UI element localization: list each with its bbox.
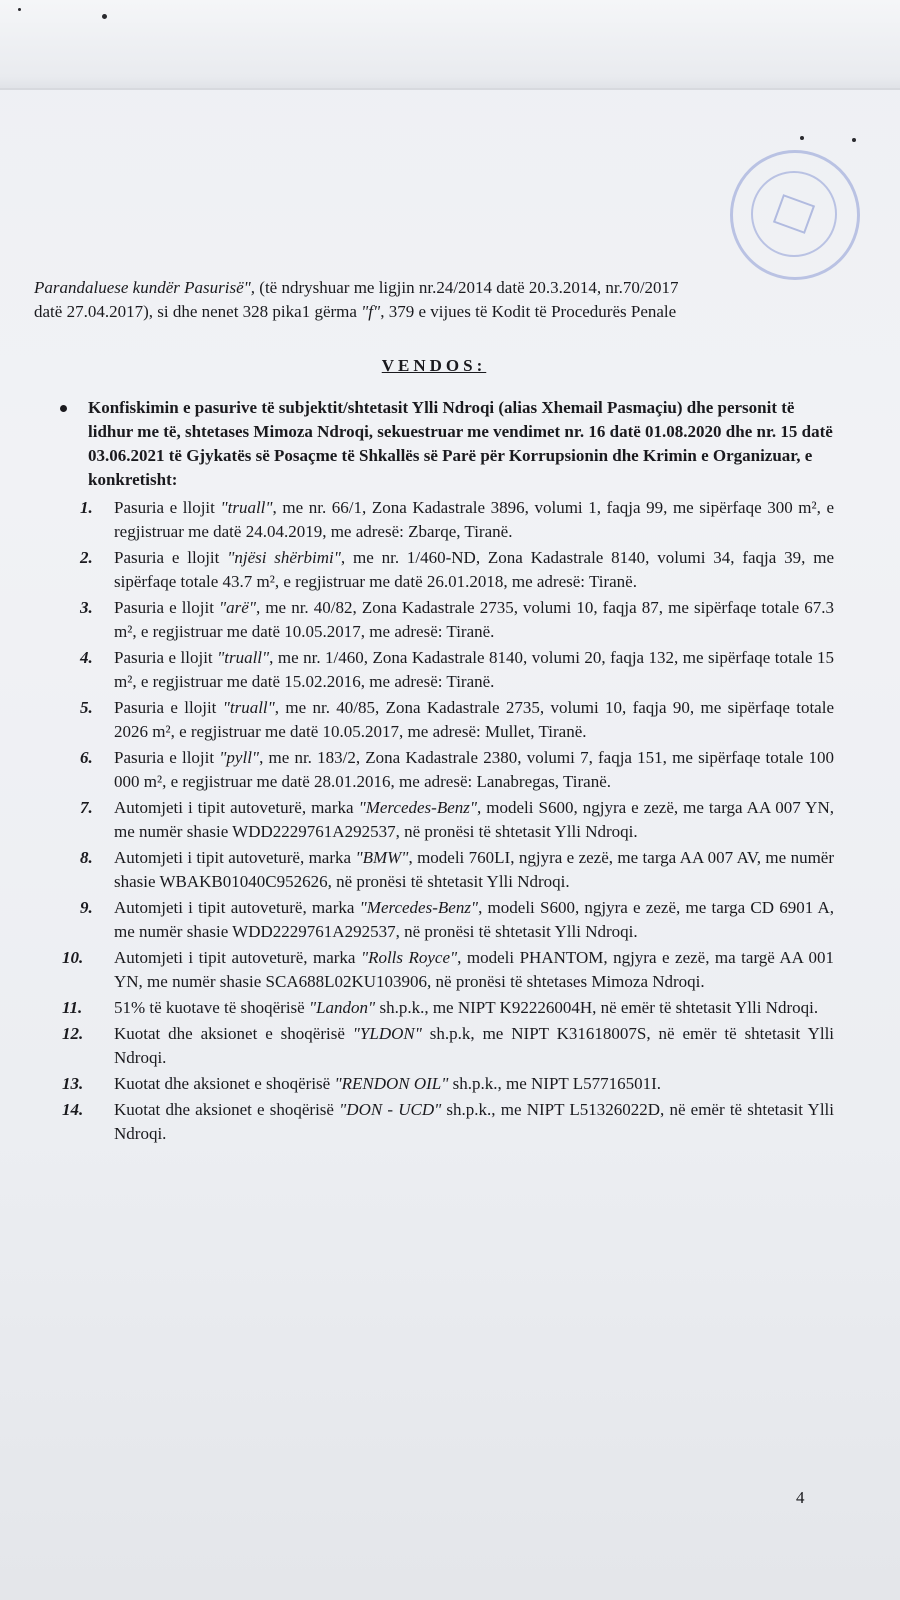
item-emphasis: "RENDON OIL" <box>334 1074 449 1093</box>
item-number: 8. <box>80 848 93 867</box>
decision-bullet <box>34 396 834 492</box>
item-emphasis: "njësi shërbimi" <box>227 548 341 567</box>
intro-text: datë 27.04.2017), si dhe nenet 328 pika1 gërma <box>34 302 362 321</box>
item-number: 3. <box>80 598 93 617</box>
list-item <box>34 796 834 844</box>
item-number: 5. <box>80 698 93 717</box>
item-text: , me nr. 40/85, Zona Kadastrale 2735, volumi 10, faqja 90, me sipërfaqe totale 2026 m², e regjistruar me datë 10.05.2017, me adresë: Mullet, Tiranë. <box>114 698 834 741</box>
item-text: Kuotat dhe aksionet e shoqërisë <box>114 1024 353 1043</box>
item-text: , me nr. 183/2, Zona Kadastrale 2380, volumi 7, faqja 151, me sipërfaqe totale 100 000 m², e regjistruar me datë 28.01.2016, me adresë: Lanabregas, Tiranë. <box>114 748 834 791</box>
item-number: 13. <box>62 1074 84 1093</box>
paper-mark <box>18 8 21 11</box>
list-item <box>34 746 834 794</box>
item-emphasis: "Mercedes-Benz" <box>358 798 478 817</box>
item-text: sh.p.k, me NIPT K31618007S, në emër të shtetasit Ylli Ndroqi. <box>114 1024 835 1067</box>
item-text: Pasuria e llojit <box>114 648 218 667</box>
item-text: sh.p.k., me NIPT L51326022D, në emër të shtetasit Ylli Ndroqi. <box>114 1100 834 1143</box>
item-text: , me nr. 1/460-ND, Zona Kadastrale 8140, volumi 34, faqja 39, me sipërfaqe totale 43.7 m², e regjistruar me datë 26.01.2018, me adresë: Tiranë. <box>114 548 834 591</box>
item-text: Kuotat dhe aksionet e shoqërisë <box>114 1100 340 1119</box>
item-text: Pasuria e llojit <box>114 698 223 717</box>
item-emphasis: "YLDON" <box>352 1024 422 1043</box>
decision-title: VENDOS: <box>381 356 487 375</box>
item-emphasis: "Rolls Royce" <box>360 948 458 967</box>
confiscation-list <box>34 496 834 1146</box>
intro-text: , 379 e vijues të Kodit të Procedurës Penale <box>380 302 677 321</box>
item-text: sh.p.k., me NIPT L57716501I. <box>448 1074 662 1093</box>
fold-line <box>0 88 900 90</box>
item-text: Automjeti i tipit autoveturë, marka <box>114 798 359 817</box>
list-item <box>34 646 834 694</box>
list-item <box>34 1098 834 1146</box>
item-emphasis: "Landon" <box>308 998 376 1017</box>
list-item <box>34 846 834 894</box>
paper-mark <box>102 14 107 19</box>
list-item <box>34 996 834 1020</box>
item-text: Automjeti i tipit autoveturë, marka <box>114 898 360 917</box>
item-text: 51% të kuotave të shoqërisë <box>114 998 309 1017</box>
list-item <box>34 696 834 744</box>
paper-fold <box>0 0 900 90</box>
item-text: Automjeti i tipit autoveturë, marka <box>114 848 356 867</box>
item-text: Pasuria e llojit <box>114 598 220 617</box>
list-item <box>34 496 834 544</box>
item-text: Automjeti i tipit autoveturë, marka <box>114 948 361 967</box>
item-emphasis: "DON - UCD" <box>339 1100 442 1119</box>
item-number: 4. <box>80 648 93 667</box>
item-text: Kuotat dhe aksionet e shoqërisë <box>114 1074 335 1093</box>
item-emphasis: "Mercedes-Benz" <box>359 898 479 917</box>
item-text: , modeli 760LI, ngjyra e zezë, me targa AA 007 AV, me numër shasie WBAKB01040C952626, në pronësi të shtetasit Ylli Ndroqi. <box>114 848 834 891</box>
list-item <box>34 1072 834 1096</box>
intro-italic: "f" <box>361 302 381 321</box>
item-emphasis: "pyll" <box>219 748 260 767</box>
list-item <box>34 896 834 944</box>
item-number: 11. <box>62 998 83 1017</box>
item-text: sh.p.k., me NIPT K92226004H, në emër të shtetasit Ylli Ndroqi. <box>375 998 819 1017</box>
item-text: , modeli S600, ngjyra e zezë, me targa AA 007 YN, me numër shasie WDD2229761A292537, në pronësi të shtetasit Ylli Ndroqi. <box>114 798 834 841</box>
intro-text: (të ndryshuar me ligjin nr.24/2014 datë 20.3.2014, nr.70/2017 <box>255 278 679 297</box>
bullet-text: Konfiskimin e pasurive të subjektit/shtetasit Ylli Ndroqi (alias Xhemail Pasmaçiu) dhe personit të lidhur me të, shtetases Mimoza Ndroqi, sekuestruar me vendimet nr. 16 datë 01.08.2020 dhe nr. 15 datë 03.06.2021 të Gjykatës së Posaçme të Shkallës së Parë për Korrupsionin dhe Krimin e Organizuar, e konkretisht: <box>88 398 833 489</box>
list-item <box>34 946 834 994</box>
item-emphasis: "BMW" <box>355 848 409 867</box>
item-emphasis: "truall" <box>217 648 270 667</box>
bullet-icon <box>60 405 67 412</box>
item-number: 9. <box>80 898 93 917</box>
intro-paragraph <box>34 276 834 324</box>
document-body <box>34 276 834 1148</box>
paper-mark <box>800 136 804 140</box>
list-item <box>34 1022 834 1070</box>
item-number: 7. <box>80 798 93 817</box>
paper-mark <box>852 138 856 142</box>
item-emphasis: "truall" <box>220 498 273 517</box>
item-number: 2. <box>80 548 93 567</box>
list-item <box>34 546 834 594</box>
item-text: , me nr. 40/82, Zona Kadastrale 2735, volumi 10, faqja 87, me sipërfaqe totale 67.3 m², e regjistruar me datë 10.05.2017, me adresë: Tiranë. <box>114 598 834 641</box>
item-text: , me nr. 66/1, Zona Kadastrale 3896, volumi 1, faqja 99, me sipërfaqe 300 m², e regjistruar me datë 24.04.2019, me adresë: Zbarqe, Tiranë. <box>114 498 834 541</box>
item-text: Pasuria e llojit <box>114 498 221 517</box>
item-text: Pasuria e llojit <box>114 548 228 567</box>
intro-italic: Parandaluese kundër Pasurisë", <box>34 278 256 297</box>
item-number: 12. <box>62 1024 84 1043</box>
item-text: Pasuria e llojit <box>114 748 220 767</box>
item-number: 10. <box>62 948 84 967</box>
item-text: , me nr. 1/460, Zona Kadastrale 8140, volumi 20, faqja 132, me sipërfaqe totale 15 m², e regjistruar me datë 15.02.2016, me adresë: Tiranë. <box>114 648 834 691</box>
official-seal-icon <box>730 150 860 280</box>
item-number: 1. <box>80 498 93 517</box>
item-text: , modeli PHANTOM, ngjyra e zezë, ma targë AA 001 YN, me numër shasie SCA688L02KU103906, në pronësi të shtetases Mimoza Ndroqi. <box>114 948 834 991</box>
list-item <box>34 596 834 644</box>
item-emphasis: "arë" <box>219 598 256 617</box>
item-number: 14. <box>62 1100 84 1119</box>
item-text: , modeli S600, ngjyra e zezë, me targa CD 6901 A, me numër shasie WDD2229761A292537, në pronësi të shtetasit Ylli Ndroqi. <box>114 898 835 941</box>
item-number: 6. <box>80 748 93 767</box>
page-number: 4 <box>796 1488 805 1507</box>
item-emphasis: "truall" <box>222 698 275 717</box>
